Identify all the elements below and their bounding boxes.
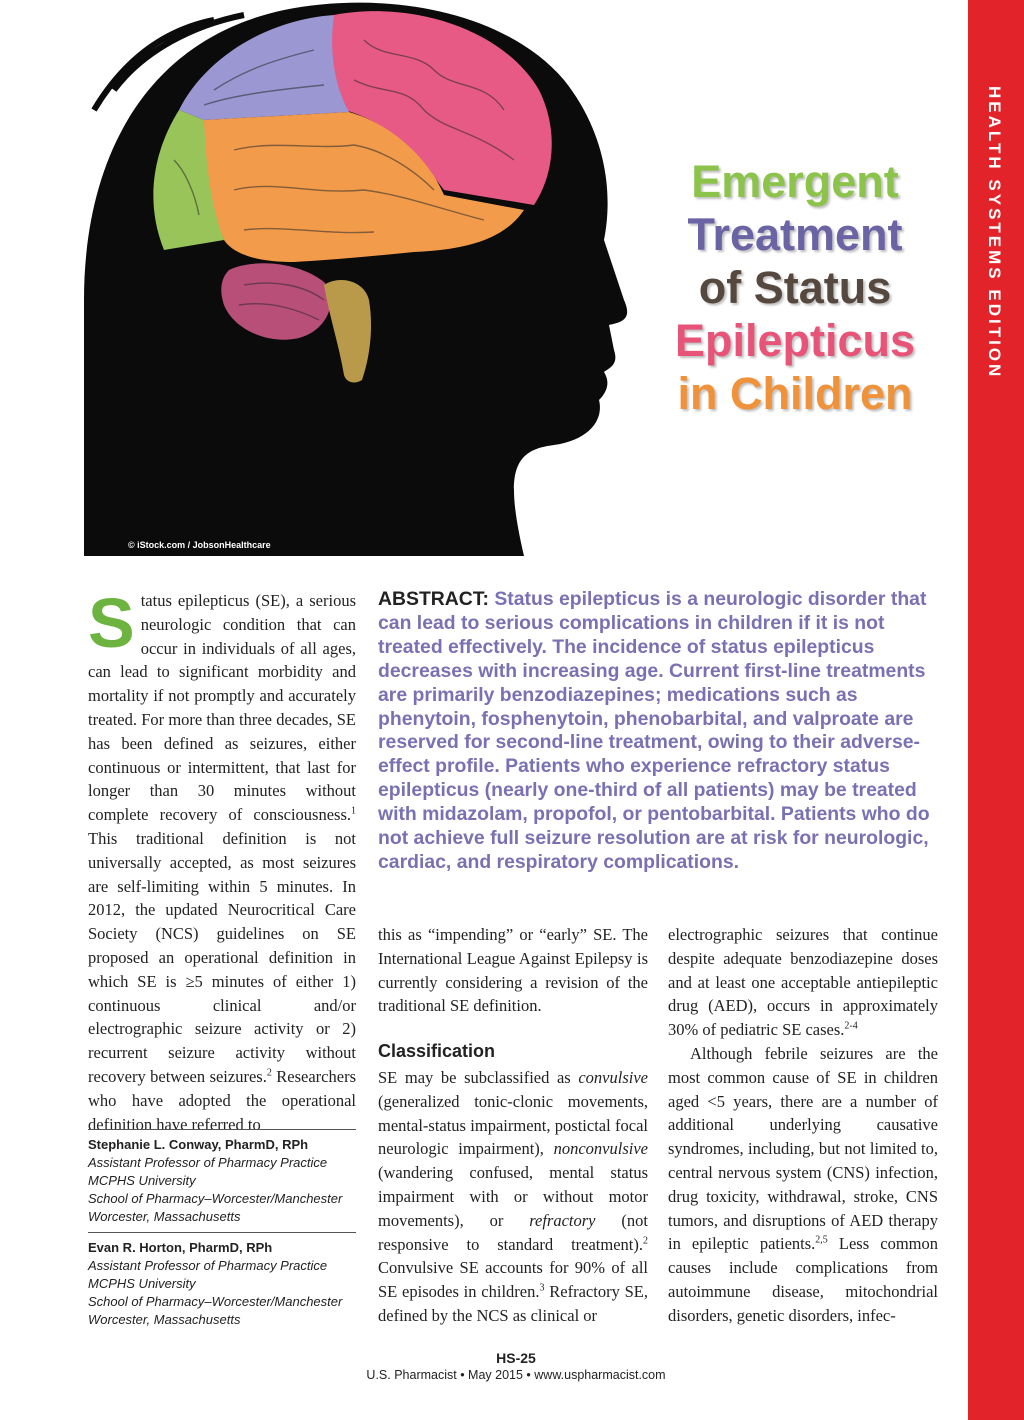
col2-top-paragraph: this as “impending” or “early” SE. The International League Against Epilepsy is currently considering a revision of the traditional SE definition. bbox=[378, 925, 648, 1016]
class-text-6: Refractory SE, defined by the NCS as clinical or bbox=[378, 1282, 648, 1325]
author-title: Assistant Professor of Pharmacy Practice bbox=[88, 1258, 328, 1273]
ref-class-2: 3 bbox=[539, 1282, 545, 1294]
author-org: MCPHS University bbox=[88, 1276, 196, 1291]
author-location: Worcester, Massachusetts bbox=[88, 1209, 241, 1224]
author-location: Worcester, Massachusetts bbox=[88, 1312, 241, 1327]
author-school: School of Pharmacy–Worcester/Manchester bbox=[88, 1191, 343, 1206]
author-entry bbox=[88, 1232, 356, 1335]
term-convulsive: convulsive bbox=[578, 1068, 648, 1087]
abstract-text: Status epilepticus is a neurologic disorder that can lead to serious complications in children if it is not treated effectively. The incidence of status epilepticus decreases with increasing age. Current first-line treatments are primarily benzodiazepines; medications such as phenytoin, fosphenytoin, phenobarbital, and valproate are reserved for second-line treatment, owing to their adverse-effect profile. Patients who experience refractory status epilepticus (nearly one-third of all patients) may be treated with midazolam, propofol, or pentobarbital. Patients who do not achieve full seizure resolution are at risk for neurologic, cardiac, and respiratory complications. bbox=[378, 588, 930, 873]
title-line-2: Treatment bbox=[687, 209, 903, 260]
ref-1: 1 bbox=[351, 805, 356, 817]
title-line-3: of Status bbox=[698, 262, 892, 313]
drop-cap: S bbox=[88, 584, 135, 662]
intro-paragraph bbox=[88, 584, 356, 1136]
author-title: Assistant Professor of Pharmacy Practice bbox=[88, 1155, 328, 1170]
image-credit: © iStock.com / JobsonHealthcare bbox=[128, 540, 271, 550]
ref-class-1: 2 bbox=[643, 1235, 648, 1247]
class-text-1: SE may be subclassified as bbox=[378, 1068, 579, 1087]
class-text-3: (wandering confused, mental status impairment with or without motor movements), or bbox=[378, 1163, 648, 1230]
author-entry bbox=[88, 1129, 356, 1232]
causes-text-1: Although febrile seizures are the most common cause of SE in children aged <5 years, there are a number of additional underlying causative syndromes, including, but not limited to, central nervous system (CNS) infection, drug toxicity, withdrawal, stroke, CNS tumors, and disruptions of AED therapy in epileptic patients. bbox=[668, 1044, 938, 1254]
abstract bbox=[378, 588, 938, 875]
author-name: Stephanie L. Conway, PharmD, RPh bbox=[88, 1137, 309, 1152]
hero-brain-illustration bbox=[84, 0, 640, 556]
causes-paragraph bbox=[668, 1042, 938, 1328]
intro-text-1: tatus epilepticus (SE), a serious neurologic condition that can occur in individuals of all ages, can lead to significant morbidity and mortality if not promptly and accurately treated. For more than three decades, SE has been defined as seizures, either continuous or intermittent, that last for longer than 30 minutes without complete recovery of consciousness. bbox=[88, 591, 356, 825]
term-nonconvulsive: nonconvulsive bbox=[553, 1139, 648, 1159]
classification-paragraph bbox=[378, 1066, 648, 1328]
edition-sidebar bbox=[968, 0, 1024, 1420]
author-name: Evan R. Horton, PharmD, RPh bbox=[88, 1240, 273, 1255]
title-line-5: in Children bbox=[677, 368, 913, 419]
ref-causes: 2,5 bbox=[815, 1234, 828, 1246]
page-number: HS-25 bbox=[496, 1350, 536, 1366]
author-school: School of Pharmacy–Worcester/Manchester bbox=[88, 1294, 343, 1309]
class-text-2: (generalized tonic-clonic movements, mental-status impairment, postictal focal neurologic impairment), bbox=[378, 1091, 648, 1159]
article-title bbox=[650, 155, 940, 420]
section-heading-classification: Classification bbox=[378, 1041, 496, 1061]
ref-2: 2 bbox=[266, 1067, 272, 1079]
term-refractory: refractory bbox=[529, 1210, 596, 1230]
title-line-1: Emergent bbox=[691, 156, 899, 207]
author-block bbox=[88, 1129, 356, 1335]
intro-text-2: This traditional definition is not universally accepted, as most seizures are self-limiting within 5 minutes. In 2012, the updated Neurocritical Care Society (NCS) guidelines on SE proposed an operational definition in which SE is ≥5 minutes of either 1) continuous clinical and/or electrographic seizure activity or 2) recurrent seizure activity without recovery between seizures. bbox=[88, 828, 356, 1086]
page-footer bbox=[300, 1350, 732, 1382]
edition-label: HEALTH SYSTEMS EDITION bbox=[985, 86, 1004, 380]
ref-col3-top: 2-4 bbox=[844, 1020, 858, 1032]
author-org: MCPHS University bbox=[88, 1173, 196, 1188]
causes-text-2: Less common causes include complications from autoimmune disease, mitochondrial disorders, genetic disorders, infec- bbox=[668, 1234, 938, 1325]
publication-line: U.S. Pharmacist • May 2015 • www.uspharmacist.com bbox=[366, 1368, 666, 1382]
intro-text-3: Researchers who have adopted the operational definition have referred to bbox=[88, 1066, 356, 1134]
abstract-label: ABSTRACT: bbox=[378, 588, 489, 610]
col3-top-paragraph bbox=[668, 923, 938, 1042]
col3-top-text: electrographic seizures that continue despite adequate benzodiazepine doses and at least one acceptable antiepileptic drug (AED), occurs in approximately 30% of pediatric SE cases. bbox=[668, 925, 938, 1040]
class-text-4: (not responsive to standard treatment). bbox=[378, 1210, 648, 1254]
title-line-4: Epilepticus bbox=[674, 315, 916, 366]
class-text-5: Convulsive SE accounts for 90% of all SE episodes in children. bbox=[378, 1258, 648, 1302]
